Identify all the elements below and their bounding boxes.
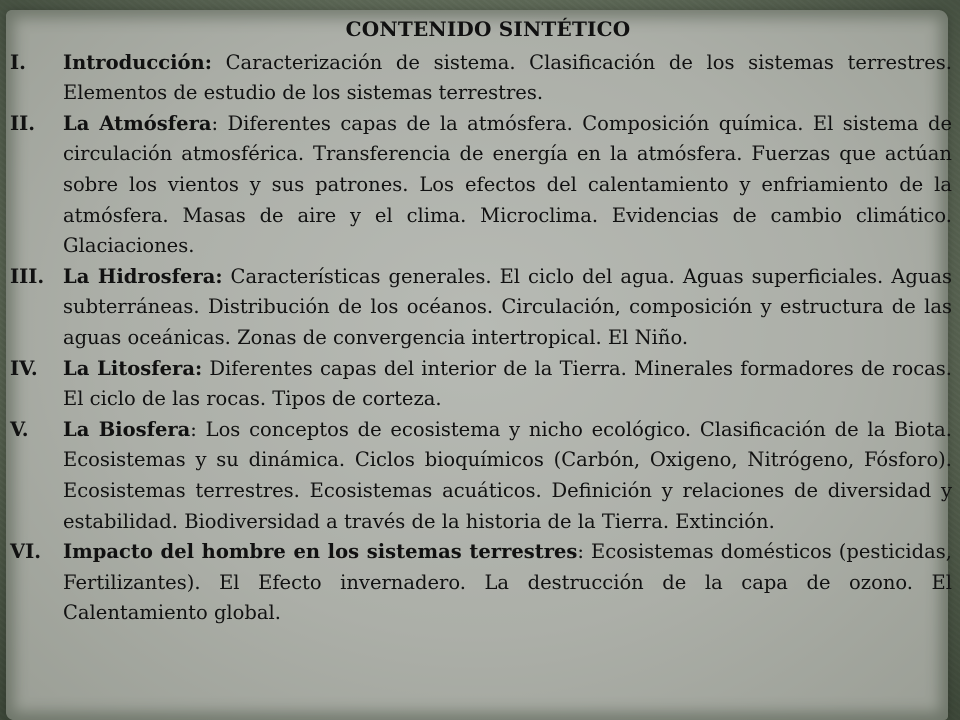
list-item-impacto [10,537,952,629]
item-text: : Los conceptos de ecosistema y nicho ecológico. Clasificación de la Biota. Ecosistemas y su dinámica. Ciclos bioquímicos (Carbón, Oxigeno, Nitrógeno, Fósforo). Ecosistemas terrestres. Ecosistemas acuáticos. Definición y relaciones de diversidad y estabilidad. Biodiversidad a través de la historia de la Tierra. Extinción. [63,417,952,533]
item-heading: La Hidrosfera: [63,264,223,288]
item-number: I. [10,50,26,74]
item-heading: La Atmósfera [63,111,212,135]
item-number: IV. [10,356,38,380]
item-number: V. [10,417,29,441]
item-heading: La Biosfera [63,417,191,441]
list-item-hidrosfera [10,262,952,354]
list-item-introduccion [10,48,952,109]
list-item-atmosfera [10,109,952,262]
item-text: Diferentes capas del interior de la Tierra. Minerales formadores de rocas. El ciclo de las rocas. Tipos de corteza. [63,356,952,411]
slide-content [10,14,952,629]
list-item-biosfera [10,415,952,537]
item-heading: Introducción: [63,50,212,74]
item-number: II. [10,111,36,135]
slide-title: CONTENIDO SINTÉTICO [345,17,631,41]
item-text: : Diferentes capas de la atmósfera. Composición química. El sistema de circulación atmosférica. Transferencia de energía en la atmósfera. Fuerzas que actúan sobre los vientos y sus patrones. Los efectos del calentamiento y enfriamiento de la atmósfera. Masas de aire y el clima. Microclima. Evidencias de cambio climático. Glaciaciones. [63,111,952,258]
item-text: Caracterización de sistema. Clasificación de los sistemas terrestres. Elementos de estudio de los sistemas terrestres. [63,50,952,105]
item-number: III. [10,264,45,288]
item-heading: Impacto del hombre en los sistemas terrestres [63,540,578,564]
item-number: VI. [10,540,42,564]
item-heading: La Litosfera: [63,356,203,380]
item-text: Características generales. El ciclo del agua. Aguas superficiales. Aguas subterráneas. Distribución de los océanos. Circulación, composición y estructura de las aguas oceánicas. Zonas de convergencia intertropical. El Niño. [63,264,952,349]
item-text: : Ecosistemas domésticos (pesticidas, Fertilizantes). El Efecto invernadero. La destrucción de la capa de ozono. El Calentamiento global. [63,540,952,625]
list-item-litosfera [10,354,952,415]
